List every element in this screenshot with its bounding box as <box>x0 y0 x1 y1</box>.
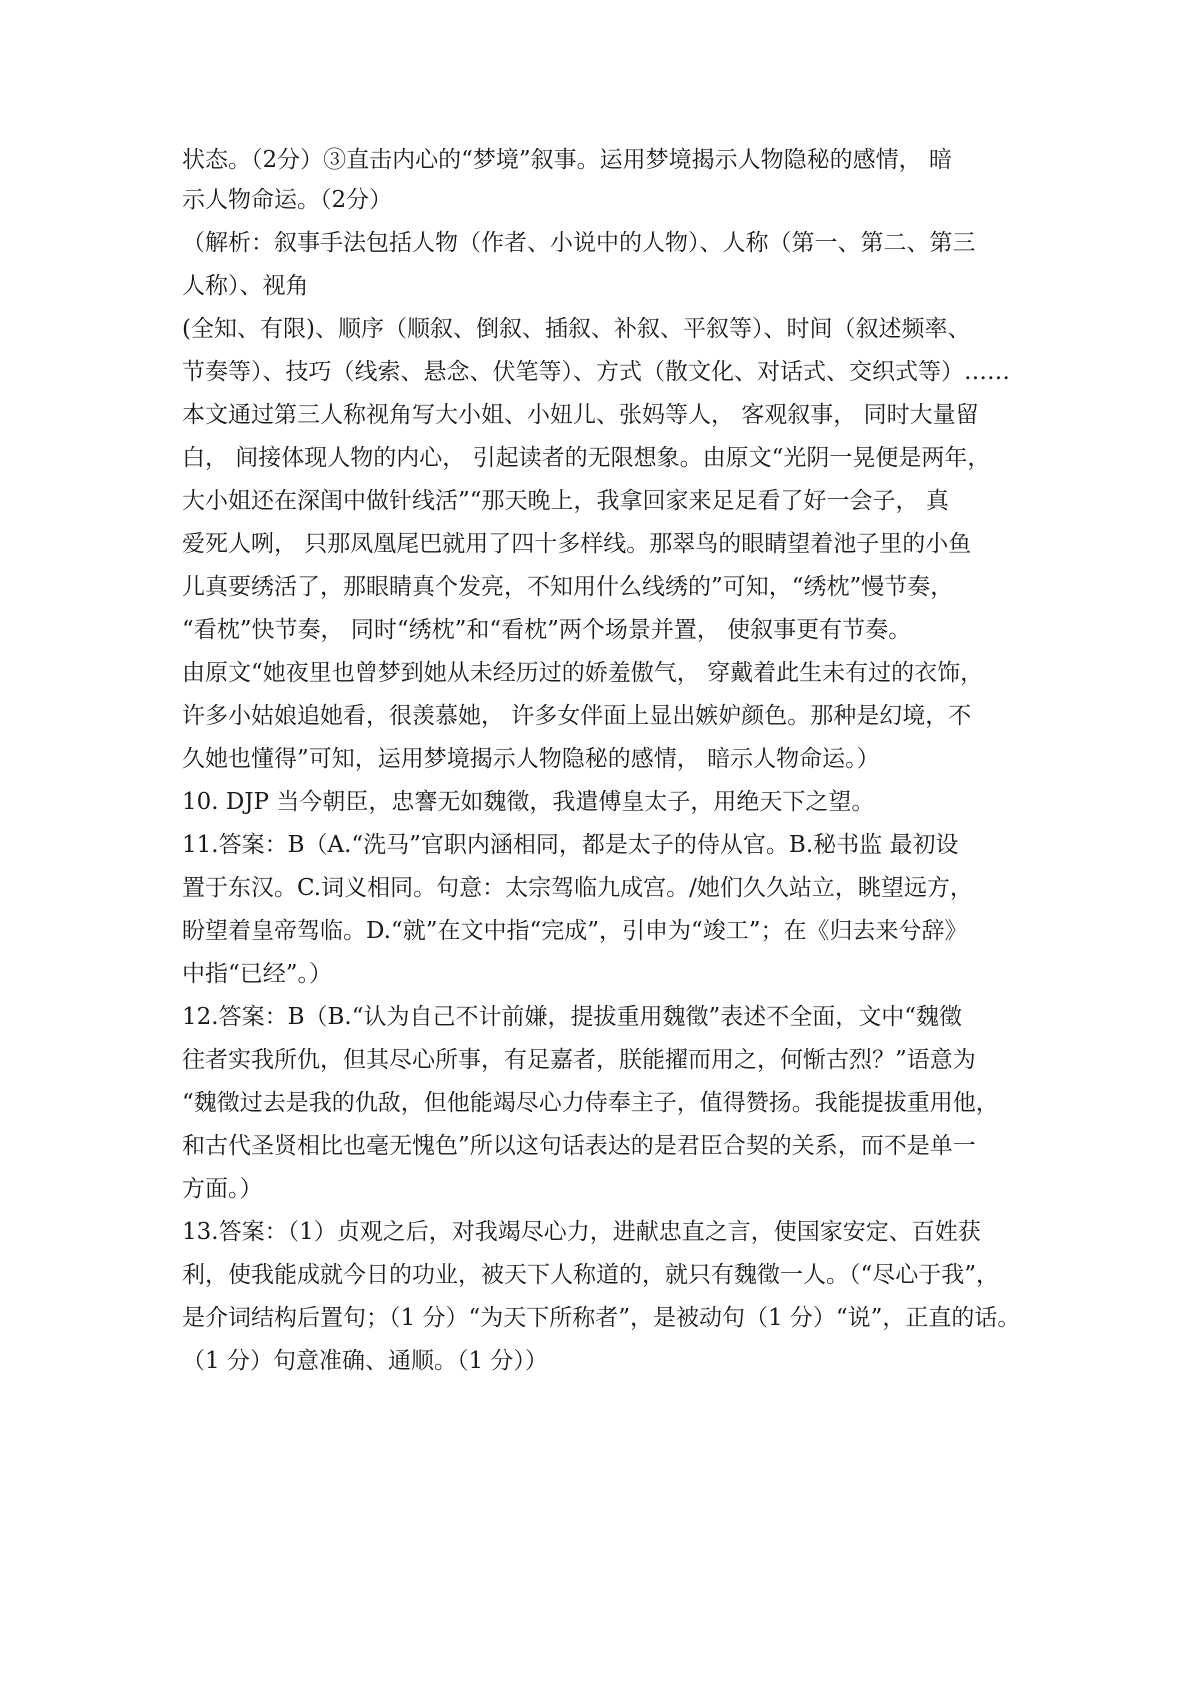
text-line: 方面。） <box>182 1176 263 1202</box>
text-line: 12.答案：B（B.“认为自己不计前嫌，提拔重用魏徵”表述不全面，文中“魏徵 <box>182 1004 962 1030</box>
text-line: 爱死人咧， 只那凤凰尾巴就用了四十多样线。那翠鸟的眼睛望着池子里的小鱼 <box>182 531 972 557</box>
text-line: (全知、有限)、顺序（顺叙、倒叙、插叙、补叙、平叙等）、时间（叙述频率、 <box>182 316 971 342</box>
text-line: 白， 间接体现人物的内心， 引起读者的无限想象。由原文“光阴一晃便是两年， <box>182 445 991 471</box>
text-line: 盼望着皇帝驾临。D.“就”在文中指“完成”，引申为“竣工”；在《归去来兮辞》 <box>182 918 968 944</box>
text-line: 本文通过第三人称视角写大小姐、小妞儿、张妈等人， 客观叙事， 同时大量留 <box>182 402 979 428</box>
text-line: 往者实我所仇，但其尽心所事，有足嘉者，朕能擢而用之，何惭古烈？”语意为 <box>182 1047 976 1073</box>
text-line: 和古代圣贤相比也毫无愧色”所以这句话表达的是君臣合契的关系，而不是单一 <box>182 1133 976 1159</box>
text-line: （解析：叙事手法包括人物（作者、小说中的人物）、人称（第一、第二、第三 <box>182 230 976 256</box>
text-line: （1 分）句意准确、通顺。（1 分）） <box>182 1348 548 1374</box>
text-line: 置于东汉。C.词义相同。句意：太宗驾临九成宫。/她们久久站立，眺望远方， <box>182 875 973 901</box>
text-line: 儿真要绣活了，那眼睛真个发亮，不知用什么线绣的”可知，“绣枕”慢节奏， <box>182 574 954 600</box>
text-line: 由原文“她夜里也曾梦到她从未经历过的娇羞傲气， 穿戴着此生未有过的衣饰， <box>182 660 984 686</box>
text-line: 是介词结构后置句；（1 分）“为天下所称者”，是被动句（1 分）“说”，正直的话。 <box>182 1305 1021 1331</box>
text-line: 久她也懂得”可知，运用梦境揭示人物隐秘的感情， 暗示人物命运。） <box>182 746 880 772</box>
text-line: 中指“已经”。） <box>182 961 333 987</box>
text-line: 人称）、视角 <box>182 273 309 299</box>
text-line: 状态。（2分）③直击内心的“梦境”叙事。运用梦境揭示人物隐秘的感情， 暗 <box>182 147 952 173</box>
text-line: 13.答案：（1）贞观之后，对我竭尽心力，进献忠直之言，使国家安定、百姓获 <box>182 1219 981 1245</box>
text-line: 示人物命运。（2分） <box>182 187 393 213</box>
text-line: 大小姐还在深闺中做针线活”“那天晚上，我拿回家来足足看了好一会子， 真 <box>182 488 949 514</box>
text-line: “魏徵过去是我的仇敌，但他能竭尽心力侍奉主子，值得赞扬。我能提拔重用他， <box>182 1090 999 1116</box>
text-line: 10. DJP 当今朝臣，忠謇无如魏徵，我遣傅皇太子，用绝天下之望。 <box>182 789 875 815</box>
text-line: 11.答案：B（A.“洗马”官职内涵相同，都是太子的侍从官。B.秘书监 最初设 <box>182 832 959 858</box>
text-line: “看枕”快节奏， 同时“绣枕”和“看枕”两个场景并置， 使叙事更有节奏。 <box>182 617 912 643</box>
text-line: 节奏等）、技巧（线索、悬念、伏笔等）、方式（散文化、对话式、交织式等）…… <box>182 359 1010 385</box>
text-line: 利，使我能成就今日的功业，被天下人称道的，就只有魏徵一人。（“尽心于我”， <box>182 1262 1000 1288</box>
text-line: 许多小姑娘追她看，很羡慕她， 许多女伴面上显出嫉妒颜色。那种是幻境，不 <box>182 703 972 729</box>
